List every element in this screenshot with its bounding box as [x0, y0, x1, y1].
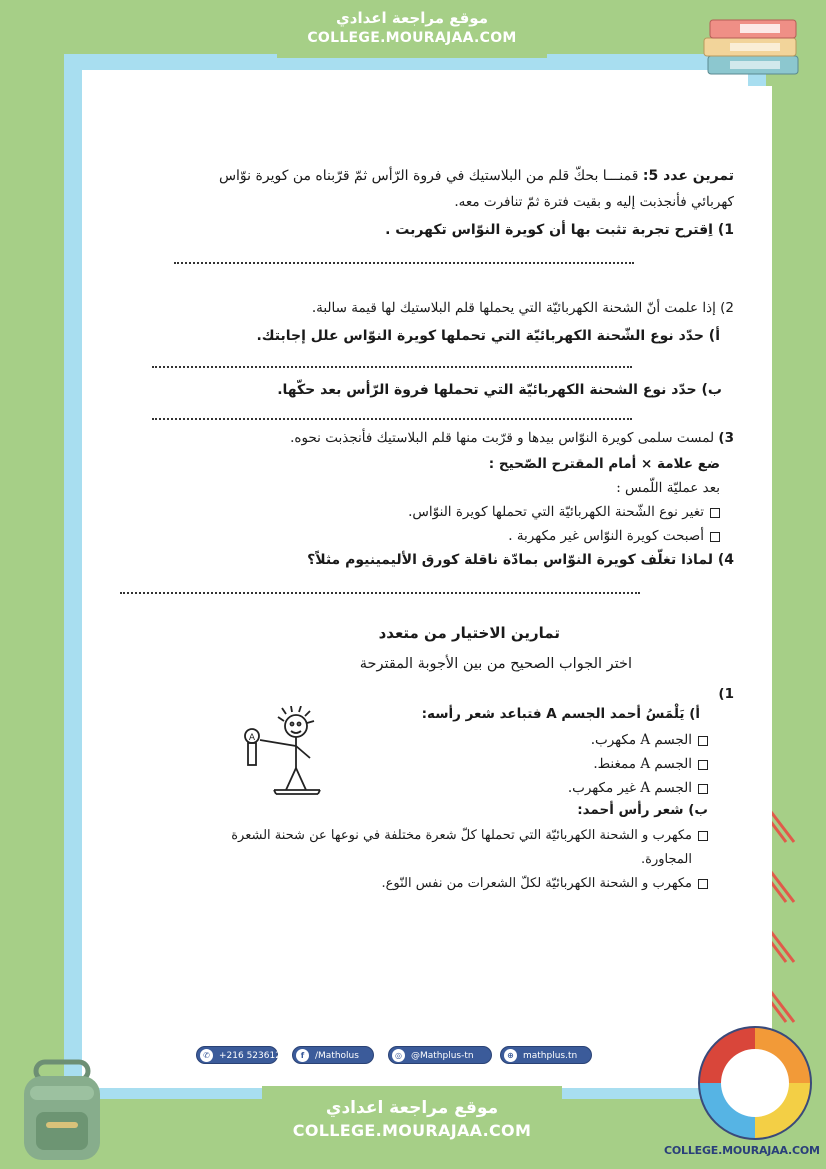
mcq-b-option-2 [381, 876, 708, 891]
worksheet-page [100, 86, 772, 1078]
checkbox[interactable] [698, 760, 708, 770]
checkbox[interactable] [710, 508, 720, 518]
mcq-a-option-2 [593, 756, 708, 772]
mcq-b-option-1 [231, 828, 708, 843]
college-logo-icon [694, 1022, 816, 1144]
figure-label: A [248, 733, 256, 743]
exercise5-intro2: كهربائي فأنجذبت إليه و بقيت فترة ثمّ تنافرت معه. [454, 194, 734, 210]
mcq-subtitle: اختر الجواب الصحيح من بين الأجوبة المقترحة [359, 656, 632, 672]
option-text: مكهرب و الشحنة الكهربائيّة لكلّ الشعرات من نفس النّوع. [381, 876, 692, 891]
backpack-icon [16, 1056, 108, 1164]
facebook-badge[interactable] [292, 1046, 374, 1064]
question-3-option-2 [508, 528, 720, 544]
question-3-instruction: ضع علامة × أمام المقترح الصّحيح : [488, 456, 720, 472]
instagram-label: @Mathplus-tn [411, 1051, 474, 1061]
mcq-a-label: أ) [689, 706, 700, 722]
website-label: mathplus.tn [523, 1051, 578, 1061]
mcq-question-number: 1) [718, 686, 734, 702]
site-name-ar: موقع مراجعة اعدادي [325, 1098, 499, 1118]
option-text: أصبحت كويرة النوّاس غير مكهربة . [508, 528, 704, 544]
bottom-banner [262, 1086, 562, 1156]
option-text: الجسم A غير مكهرب. [567, 780, 692, 796]
answer-line-2b[interactable] [152, 418, 632, 420]
checkbox[interactable] [698, 831, 708, 841]
whatsapp-label: +216 52361249 [219, 1051, 293, 1061]
question-2a: أ) حدّد نوع الشّحنة الكهربائيّة التي تحملها كويرة النوّاس علل إجابتك. [256, 328, 720, 344]
site-url[interactable]: COLLEGE.MOURAJAA.COM [292, 1121, 532, 1140]
question-2b: ب) حدّد نوع الشحنة الكهربائيّة التي تحملها فروة الرّأس بعد حكّها. [277, 382, 722, 398]
footer-url[interactable]: COLLEGE.MOURAJAA.COM [664, 1144, 820, 1157]
checkbox[interactable] [698, 784, 708, 794]
mcq-a-option-1 [591, 732, 708, 748]
mcq-a-stem-text: يَلْمَسُ أحمد الجسم A فتباعد شعر رأسه: [421, 706, 685, 722]
whatsapp-badge[interactable] [196, 1046, 293, 1064]
question-4-text: لماذا تغلّف كويرة النوّاس بمادّة ناقلة كورق الأليمينيوم مثلاً؟ [307, 552, 713, 568]
question-4 [307, 552, 734, 568]
web-icon: ⊕ [504, 1049, 517, 1062]
instagram-icon: ◎ [392, 1049, 405, 1062]
question-1-number: 1) [717, 222, 734, 238]
checkbox[interactable] [698, 736, 708, 746]
question-1 [385, 222, 734, 238]
exercise5-title: تمرين عدد 5: [642, 168, 734, 184]
facebook-label: /Matholus [315, 1051, 359, 1061]
question-2-number: 2) [720, 300, 734, 316]
answer-line-4[interactable] [120, 592, 640, 594]
option-text: تغير نوع الشّحنة الكهربائيّة التي تحملها كويرة النوّاس. [408, 504, 704, 520]
option-text: الجسم A ممغنط. [593, 756, 692, 772]
mcq-b-option-1-cont: المجاورة. [641, 852, 692, 867]
exercise5-intro-line1 [219, 168, 734, 184]
facebook-icon: f [296, 1049, 309, 1062]
website-badge[interactable] [500, 1046, 592, 1064]
books-icon [700, 12, 810, 82]
question-4-number: 4) [717, 552, 734, 568]
question-3-after: بعد عمليّة اللّمس : [616, 480, 720, 496]
mcq-b-stem: ب) شعر رأس أحمد: [577, 802, 708, 818]
mcq-a-stem [422, 706, 700, 722]
question-3-intro-text: لمست سلمى كويرة النوّاس بيدها و قرّبت منها قلم البلاستيك فأنجذبت نحوه. [290, 430, 715, 446]
whatsapp-icon: ✆ [200, 1049, 213, 1062]
question-3-number: 3) [718, 430, 734, 446]
question-2-intro [312, 300, 734, 316]
mcq-title: تمارين الاختيار من متعدد [378, 624, 560, 642]
site-name-ar: موقع مراجعة اعدادي [336, 9, 488, 27]
option-text: مكهرب و الشحنة الكهربائيّة التي تحملها كلّ شعرة مختلفة في نوعها عن شحنة الشعرة [231, 828, 692, 843]
question-3-option-1 [408, 504, 720, 520]
checkbox[interactable] [710, 532, 720, 542]
option-text: الجسم A مكهرب. [590, 732, 692, 748]
stick-figure-illustration [236, 706, 326, 800]
site-url[interactable]: COLLEGE.MOURAJAA.COM [307, 30, 517, 46]
instagram-badge[interactable] [388, 1046, 492, 1064]
question-3-intro [290, 430, 734, 446]
checkbox[interactable] [698, 879, 708, 889]
answer-line-1[interactable] [174, 262, 634, 264]
top-banner [277, 0, 547, 58]
mcq-a-option-3 [568, 780, 708, 796]
answer-line-2a[interactable] [152, 366, 632, 368]
question-1-text: اِقترح تجربة تثبت بها أن كويرة النوّاس تكهربت . [385, 222, 713, 238]
exercise5-intro1: قمنـــا بحكّ قلم من البلاستيك في فروة الرّأس ثمّ قرّبناه من كويرة نوّاس [218, 168, 639, 184]
question-2-intro-text: إذا علمت أنّ الشحنة الكهربائيّة التي يحملها قلم البلاستيك لها قيمة سالبة. [311, 300, 716, 316]
